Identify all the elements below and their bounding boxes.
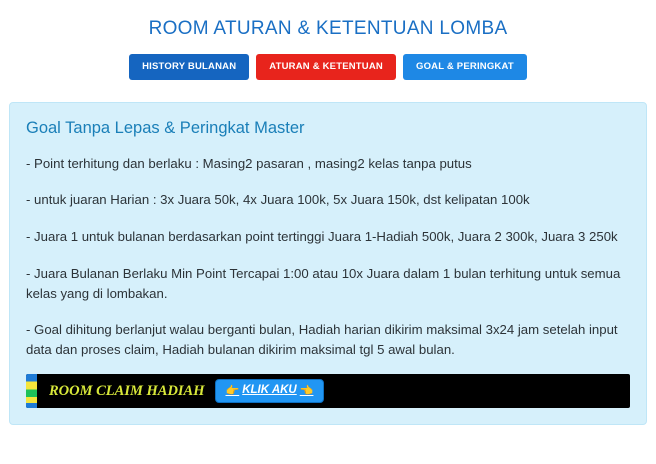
- rule-line-4: - Juara Bulanan Berlaku Min Point Tercapai 1:00 atau 10x Juara dalam 1 bulan terhitung untuk semua kelas yang di lombakan.: [26, 265, 621, 301]
- rule-line-3: - Juara 1 untuk bulanan berdasarkan point tertinggi Juara 1-Hadiah 500k, Juara 2 300k, Juara 3 250k: [26, 229, 618, 245]
- claim-banner: [26, 374, 630, 408]
- claim-klik-aku-button[interactable]: [215, 379, 325, 403]
- tab-aturan-ketentuan[interactable]: ATURAN & KETENTUAN: [256, 54, 396, 80]
- claim-button-label: KLIK AKU: [242, 384, 297, 397]
- page-container: [0, 18, 656, 464]
- tab-bar: [0, 54, 656, 80]
- tab-history-bulanan[interactable]: HISTORY BULANAN: [129, 54, 249, 80]
- rule-line-2: - untuk juaran Harian : 3x Juara 50k, 4x Juara 100k, 5x Juara 150k, dst kelipatan 100k: [26, 192, 530, 208]
- rule-line-5: - Goal dihitung berlanjut walau berganti bulan, Hadiah harian dikirim maksimal 3x24 jam setelah input data dan proses claim, Hadiah bulanan dikirim maksimal tgl 5 awal bulan.: [26, 322, 618, 358]
- hand-pointing-left-icon: 👈: [299, 384, 314, 397]
- rules-panel: [9, 102, 647, 426]
- tab-goal-peringkat[interactable]: GOAL & PERINGKAT: [403, 54, 527, 80]
- page-title: ROOM ATURAN & KETENTUAN LOMBA: [148, 18, 508, 39]
- color-stripe-decoration: [26, 374, 37, 408]
- hand-pointing-right-icon: 👉: [225, 384, 240, 397]
- rule-line-1: - Point terhitung dan berlaku : Masing2 pasaran , masing2 kelas tanpa putus: [26, 155, 472, 171]
- panel-heading: Goal Tanpa Lepas & Peringkat Master: [26, 118, 305, 137]
- claim-banner-text: ROOM CLAIM HADIAH: [49, 382, 205, 399]
